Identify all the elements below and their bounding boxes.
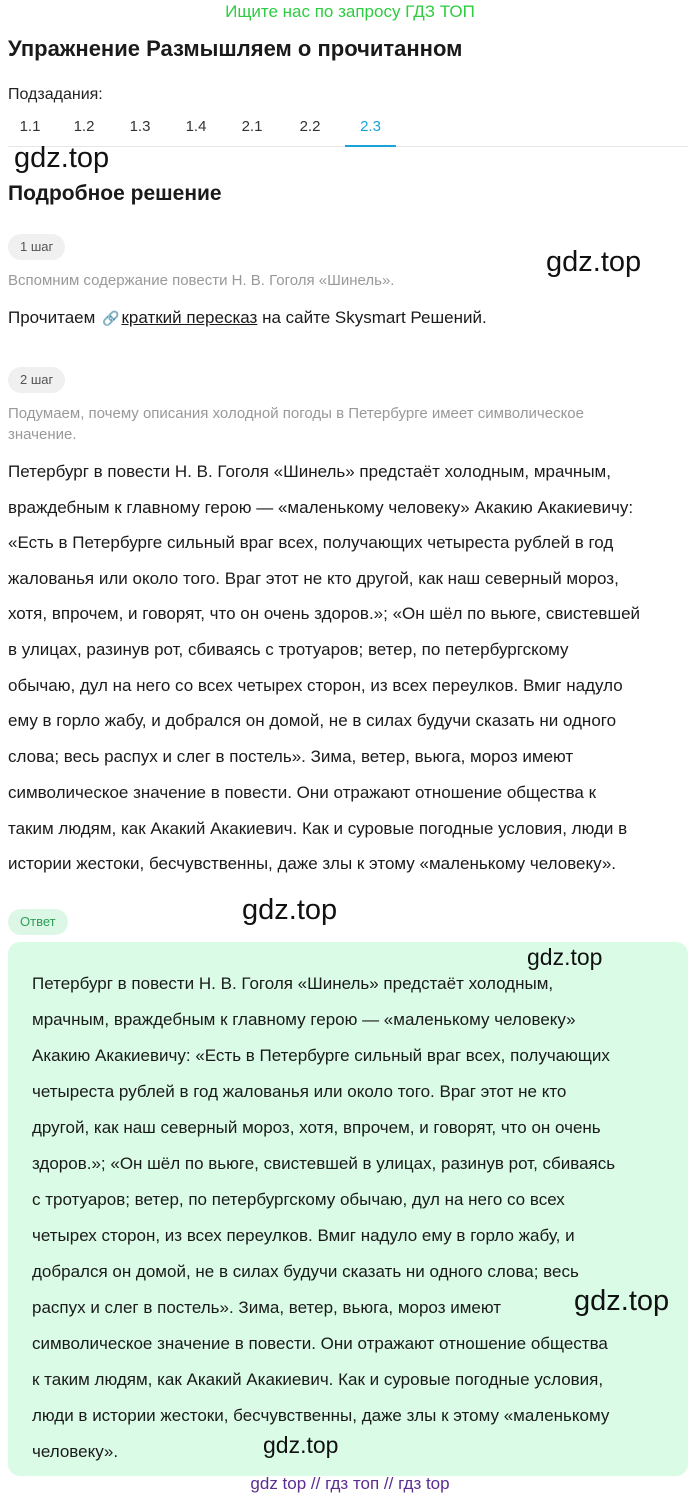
step-text-line: таким людям, как Акакий Акакиевич. Как и суровые погодные условия, люди в [8,819,628,838]
step-text-line: обычаю, дул на него со всех четырех сторон, из всех переулков. Вмиг надуло [8,676,623,695]
section-title: Подробное решение [8,182,222,205]
step-text-line: «Есть в Петербурге сильный враг всех, получающих четыреста рублей в год [8,533,614,552]
tab-1-1[interactable]: 1.1 [19,118,41,135]
step-text-line: хотя, впрочем, и говорят, что он очень здоров.»; «Он шёл по вьюге, свистевшей [8,604,641,623]
answer-line: с тротуаров; ветер, по петербургскому обычаю, дул на него со всех [32,1190,565,1209]
step-badge: 2 шаг [8,367,65,393]
answer-line: четырех сторон, из всех переулков. Вмиг надуло ему в горло жабу, и [32,1226,575,1245]
answer-line: люди в истории жестоки, бесчувственны, даже злы к этому «маленькому [32,1406,610,1425]
step-hint: Вспомним содержание повести Н. В. Гоголя «Шинель». [8,272,395,289]
step-text-line: слова; весь распух и слег в постель». Зима, ветер, вьюга, мороз имеют [8,747,574,766]
step-text [8,300,698,336]
answer-line: символическое значение в повести. Они отражают отношение общества [32,1334,608,1353]
step-text-after: на сайте Skysmart Решений. [262,308,487,327]
watermark: gdz.top [527,944,603,970]
watermark: gdz.top [242,894,338,926]
watermark: gdz.top [574,1285,670,1317]
link-icon: 🔗 [102,310,120,326]
tab-2-1[interactable]: 2.1 [241,118,263,135]
answer-line: распух и слег в постель». Зима, ветер, вьюга, мороз имеют [32,1298,502,1317]
answer-line: мрачным, враждебным к главному герою — «маленькому человеку» [32,1010,576,1029]
step-text-line: в улицах, разинув рот, сбиваясь с тротуаров; ветер, по петербургскому [8,640,569,659]
answer-line: человеку». [32,1442,119,1461]
tab-2-3[interactable]: 2.3 [345,108,396,147]
answer-line: добрался он домой, не в силах будучи сказать ни одного слова; весь [32,1262,579,1281]
step-text-line: враждебным к главному герою — «маленькому человеку» Акакию Акакиевичу: [8,498,634,517]
step-text-line: Петербург в повести Н. В. Гоголя «Шинель» предстаёт холодным, мрачным, [8,462,611,481]
tab-1-2[interactable]: 1.2 [73,118,95,135]
answer-line: четыреста рублей в год жалованья или около того. Враг этот не кто [32,1082,567,1101]
subtask-tabs [8,108,688,147]
step-badge: 1 шаг [8,234,65,260]
footer-watermark: gdz top // гдз топ // гдз top [250,1474,450,1493]
promo-banner: Ищите нас по запросу ГДЗ ТОП [225,2,475,21]
answer-line: Акакию Акакиевичу: «Есть в Петербурге сильный враг всех, получающих [32,1046,610,1065]
watermark: gdz.top [263,1432,339,1458]
page-title: Упражнение Размышляем о прочитанном [8,36,463,61]
step-text-line: истории жестоки, бесчувственны, даже злы к этому «маленькому человеку». [8,854,617,873]
tab-1-3[interactable]: 1.3 [129,118,151,135]
answer-line: к таким людям, как Акакий Акакиевич. Как и суровые погодные условия, [32,1370,604,1389]
step-hint-line: Подумаем, почему описания холодной погоды в Петербурге имеет символическое [8,405,584,422]
answer-badge: Ответ [8,909,68,935]
answer-line: Петербург в повести Н. В. Гоголя «Шинель» предстаёт холодным, [32,974,554,993]
step-text-line: ему в горло жабу, и добрался он домой, не в силах будучи сказать ни одного [8,711,617,730]
tab-2-2[interactable]: 2.2 [299,118,321,135]
tab-1-4[interactable]: 1.4 [185,118,207,135]
step-text-line: символическое значение в повести. Они отражают отношение общества к [8,783,597,802]
answer-line: другой, как наш северный мороз, хотя, впрочем, и говорят, что он очень [32,1118,601,1137]
subtasks-label: Подзадания: [8,86,103,103]
summary-link[interactable]: краткий пересказ [121,308,258,327]
step-text-line: жалованья или около того. Враг этот не кто другой, как наш северный мороз, [8,569,619,588]
watermark: gdz.top [14,142,110,174]
step-hint-line: значение. [8,426,77,443]
answer-line: здоров.»; «Он шёл по вьюге, свистевшей в улицах, разинув рот, сбиваясь [32,1154,616,1173]
watermark: gdz.top [546,246,642,278]
step-text-before: Прочитаем [8,308,96,327]
